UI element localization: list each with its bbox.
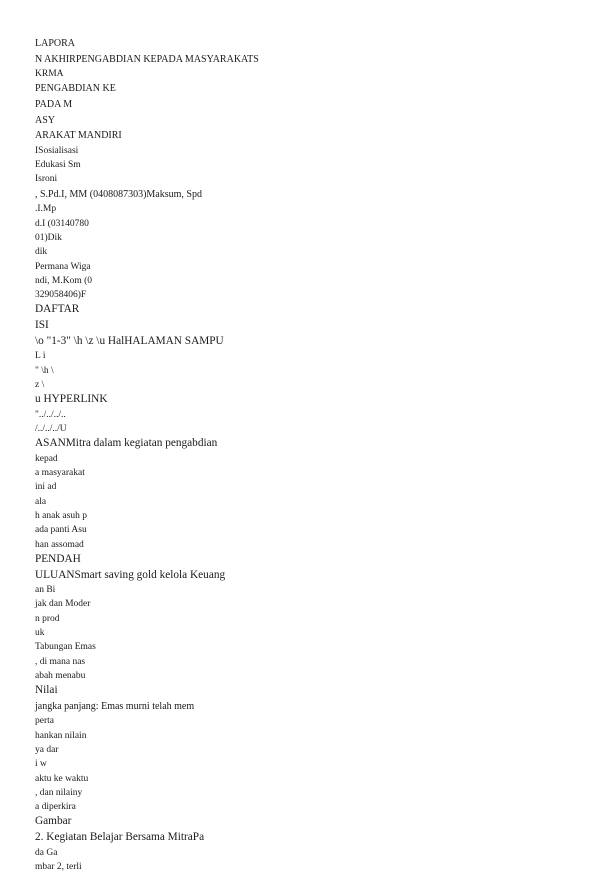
text-line: i w (35, 759, 47, 770)
text-line: jangka panjang: Emas murni telah mem (35, 700, 195, 712)
document-body (35, 36, 575, 874)
text-line: Permana Wiga (35, 261, 91, 272)
text-line: ULUANSmart saving gold kelola Keuang (35, 568, 226, 581)
heading-line: DAFTAR (35, 303, 80, 316)
text-line: u HYPERLINK (35, 393, 108, 406)
heading-line: Nilai (35, 684, 58, 697)
heading-line: Gambar (35, 815, 72, 828)
text-line: Isroni (35, 174, 58, 185)
text-line: da Ga (35, 847, 58, 858)
text-line: "../../../.. (35, 409, 66, 420)
text-line: ARAKAT MANDIRI (35, 130, 122, 142)
text-line: a diperkira (35, 802, 76, 813)
text-line: perta (35, 716, 54, 727)
text-line: .I.Mp (35, 204, 57, 215)
text-line: ASY (35, 114, 56, 126)
text-line: Edukasi Sm (35, 160, 81, 171)
text-line: PENGABDIAN KE (35, 83, 116, 95)
text-line: d.I (03140780 (35, 218, 89, 229)
text-line: L i (35, 351, 46, 362)
text-line: aktu ke waktu (35, 773, 89, 784)
text-line: ada panti Asu (35, 525, 87, 536)
text-line: 2. Kegiatan Belajar Bersama MitraPa (35, 831, 205, 844)
text-line: ISosialisasi (35, 145, 79, 156)
text-line: dik (35, 247, 48, 258)
text-line: ya dar (35, 745, 59, 755)
text-line: an Bi (35, 585, 56, 596)
text-line: /../../../U (35, 423, 67, 434)
text-line: ala (35, 496, 47, 507)
text-line: a masyarakat (35, 468, 85, 479)
text-line: 329058406)F (35, 290, 87, 301)
text-line: abah menabu (35, 670, 86, 681)
text-line: ndi, M.Kom (0 (35, 275, 92, 286)
text-line: 01)Dik (35, 232, 62, 243)
heading-line: PENDAH (35, 552, 81, 565)
text-line: kepad (35, 453, 58, 464)
text-line: PADA M (35, 99, 73, 111)
text-line: \o "1-3" \h \z \u HalHALAMAN SAMPU (35, 334, 224, 347)
text-line: , dan nilainy (35, 787, 83, 798)
text-line: ASANMitra dalam kegiatan pengabdian (35, 437, 218, 450)
text-line: h anak asuh p (35, 511, 87, 522)
text-line: n prod (35, 613, 60, 624)
text-line: , di mana nas (35, 656, 86, 667)
text-line: z \ (35, 379, 45, 390)
text-line: hankan nilain (35, 730, 87, 741)
text-line: LAPORA (35, 38, 76, 49)
title-line: N AKHIRPENGABDIAN KEPADA MASYARAKATS (35, 53, 259, 65)
heading-line: ISI (35, 319, 49, 332)
text-line: Tabungan Emas (35, 642, 96, 653)
text-line: uk (35, 628, 45, 639)
text-line: ini ad (35, 482, 57, 493)
text-line: han assomad (35, 539, 84, 550)
text-line: KRMA (35, 69, 64, 80)
text-line: , S.Pd.I, MM (0408087303)Maksum, Spd (35, 188, 202, 200)
text-line: " \h \ (35, 365, 54, 376)
text-line: mbar 2, terli (35, 861, 82, 872)
text-line: jak dan Moder (35, 599, 91, 610)
